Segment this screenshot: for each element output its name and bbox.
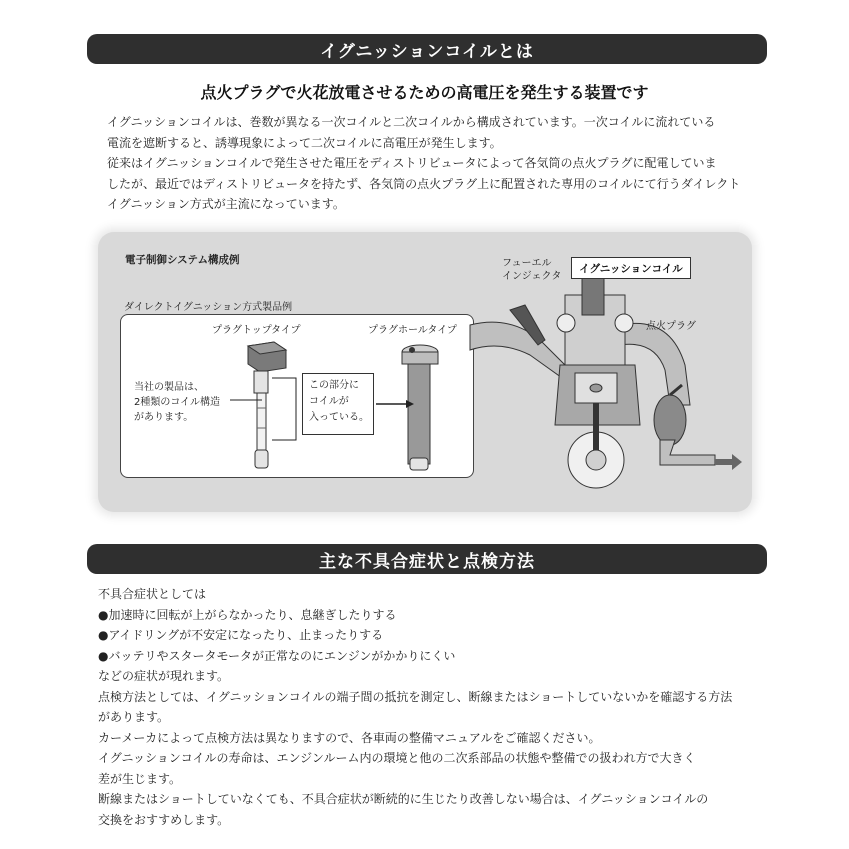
paragraph-line: したが、最近ではディストリビュータを持たず、各気筒の点火プラグ上に配置された専用のコイルにて行うダイレクト [107,176,741,191]
text-line: 点検方法としては、イグニッションコイルの端子間の抵抗を測定し、断線またはショートしていないかを確認する方法 [98,689,733,704]
text-line: 交換をおすすめします。 [98,812,230,827]
text-line: などの症状が現れます。 [98,669,230,683]
fuel-injector-label-line: フューエル [502,258,552,269]
plug-hole-type-label: プラグホールタイプ [368,325,457,336]
paragraph-line: 従来はイグニッションコイルで発生させた電圧をディストリビュータによって各気筒の点火プラグに配電していま [107,156,717,170]
product-example-label: ダイレクトイグニッション方式製品例 [124,302,293,313]
callout-line: コイルが [309,396,349,407]
symptoms-text [98,584,768,830]
text-line: 不具合症状としては [98,587,207,601]
section-title: 主な不具合症状と点検方法 [319,551,535,572]
text-line: ●バッテリやスタータモータが正常なのにエンジンがかかりにくい [98,648,456,663]
paragraph-line: 電流を遮断すると、誘導現象によって二次コイルに高電圧が発生します。 [107,135,502,150]
section-title-banner [87,544,767,574]
callout-line: 入っている。 [309,412,369,423]
paragraph-line: イグニッション方式が主流になっています。 [107,197,345,211]
company-note-line: 当社の製品は、 [134,382,204,393]
ignition-coil-label: イグニッションコイル [571,257,691,279]
fuel-injector-label-line: インジェクタ [502,271,562,282]
diagram-panel-title: 電子制御システム構成例 [125,254,240,266]
fuel-injector-label [502,257,561,283]
text-line: 差が生じます。 [98,771,182,786]
company-note-line: があります。 [134,412,194,423]
section-subtitle: 点火プラグで火花放電させるための高電圧を発生する装置です [200,83,649,102]
text-line: ●アイドリングが不安定になったり、止まったりする [98,628,384,642]
text-line: カーメーカによって点検方法は異なりますので、各車両の整備マニュアルをご確認ください。 [98,730,601,745]
callout-line: この部分に [309,380,359,391]
text-line: イグニッションコイルの寿命は、エンジンルーム内の環境と他の二次系部品の状態や整備での扱われ方で大きく [98,751,696,765]
paragraph-line: イグニッションコイルは、巻数が異なる一次コイルと二次コイルから構成されています。一次コイルに流れている [107,115,716,129]
section-title: イグニッションコイルとは [320,41,534,62]
company-note-line: 2種類のコイル構造 [134,397,221,408]
engine-cross-section-illustration [470,255,750,490]
plug-top-type-label: プラグトップタイプ [212,325,301,336]
spark-plug-label: 点火プラグ [646,321,696,332]
text-line: があります。 [98,710,170,724]
text-line: ●加速時に回転が上がらなかったり、息継ぎしたりする [98,607,397,622]
text-line: 断線またはショートしていなくても、不具合症状が断続的に生じたり改善しない場合は、イグニッションコイルの [98,792,709,806]
